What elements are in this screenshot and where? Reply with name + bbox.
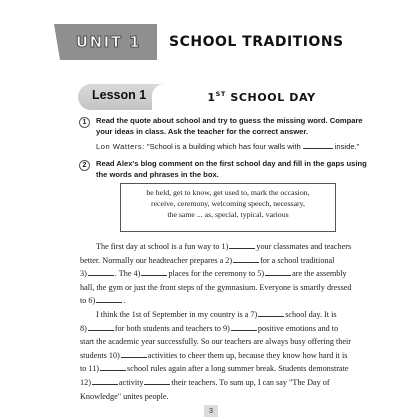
passage-text: Knowledge" unites people. — [80, 391, 169, 401]
quote — [96, 142, 359, 151]
task-2-instructions: Read Alex's blog comment on the first school day and fill in the gaps using the words and phrases in the box. — [96, 159, 367, 179]
quote-text-before: "School is a building which has four walls with — [146, 142, 301, 151]
passage-line — [80, 350, 347, 362]
passage-text: activities to cheer them up, because they know how hard it is — [147, 350, 348, 360]
passage-text: school rules again after a long summer break. Students demonstrate — [127, 364, 349, 374]
passage-text: your classmates and teachers — [256, 242, 352, 251]
passage-text: The first day at school is a fun way to 1) — [96, 242, 229, 251]
gap-7[interactable] — [258, 310, 284, 317]
task-1 — [80, 116, 370, 137]
passage-text: I think the 1st of September in my country is a 7) — [96, 310, 258, 319]
passage-text: are the assembly — [292, 269, 347, 279]
page-number: 3 — [204, 405, 218, 417]
passage-text: their teachers. To sum up, I can say "The Day of — [171, 378, 330, 387]
passage-text: 8) — [80, 323, 87, 333]
task-number-2: 2 — [79, 160, 90, 171]
gap-11[interactable] — [100, 364, 126, 371]
task-1-instructions: Read the quote about school and try to guess the missing word. Compare your ideas in class. Ask the teacher for the correct answer. — [96, 116, 363, 136]
gap-5[interactable] — [265, 269, 291, 276]
passage-text: 12) — [80, 378, 91, 387]
passage-text: start the academic year successfully. So our teachers are always busy offering their — [80, 337, 351, 347]
quote-text-after: inside." — [334, 142, 360, 151]
passage-text: to 6) — [80, 296, 96, 306]
passage-line — [80, 255, 334, 267]
unit-badge-text: UNIT 1 — [75, 33, 142, 51]
task-2 — [80, 159, 370, 180]
gap-10[interactable] — [121, 351, 147, 358]
passage-line — [96, 241, 351, 253]
passage-line — [80, 268, 347, 280]
gap-2[interactable] — [233, 256, 259, 263]
passage-line — [80, 282, 352, 294]
gap-6[interactable] — [96, 296, 122, 303]
passage-text: activity — [118, 378, 144, 387]
word-box — [120, 183, 336, 232]
lesson-title-box — [152, 84, 371, 110]
gap-4[interactable] — [141, 269, 167, 276]
task-number-1: 1 — [79, 117, 90, 128]
passage-text: hall, the gym or just the front steps of the gymnasium. Everyone is smartly dressed — [80, 282, 352, 292]
gap-9[interactable] — [231, 324, 257, 331]
passage-text: students 10) — [80, 350, 120, 360]
passage-text: for a school traditional — [260, 255, 335, 265]
passage-line — [80, 336, 351, 348]
unit-badge — [60, 24, 157, 60]
passage-text: . — [123, 296, 126, 306]
gap-12[interactable] — [92, 378, 118, 385]
quote-author: Lon Watters: — [96, 142, 145, 151]
passage-text: better. Normally our headteacher prepares a 2) — [80, 255, 233, 265]
gap-8[interactable] — [88, 324, 114, 331]
word-box-line-2: receive, ceremony, welcoming speech, necessary, — [151, 199, 305, 208]
passage-line — [80, 363, 349, 375]
passage-line — [80, 323, 338, 335]
passage-line — [80, 377, 330, 389]
passage-text: 3) — [80, 269, 87, 279]
passage-line — [80, 295, 125, 307]
passage-text: positive emotions and to — [257, 323, 339, 333]
word-box-line-3: the same ... as, special, typical, various — [167, 210, 289, 219]
passage-text: . The 4) — [114, 269, 141, 279]
lesson-title: 1ST SCHOOL DAY — [207, 89, 316, 104]
lesson-label: Lesson 1 — [92, 88, 147, 102]
passage-line — [80, 391, 169, 403]
passage-text: places for the ceremony to 5) — [168, 269, 265, 279]
quote-gap[interactable] — [303, 148, 333, 149]
passage-text: school day. It is — [285, 310, 337, 319]
passage-text: to 11) — [80, 364, 100, 374]
gap-13[interactable] — [144, 378, 170, 385]
passage-text: for both students and teachers to 9) — [114, 323, 230, 333]
word-box-line-1: be held, get to know, get used to, mark the occasion, — [146, 188, 310, 197]
gap-1[interactable] — [229, 242, 255, 249]
unit-title: SCHOOL TRADITIONS — [169, 34, 344, 50]
passage-line — [96, 309, 337, 321]
unit-header — [60, 24, 360, 60]
gap-3[interactable] — [88, 269, 114, 276]
